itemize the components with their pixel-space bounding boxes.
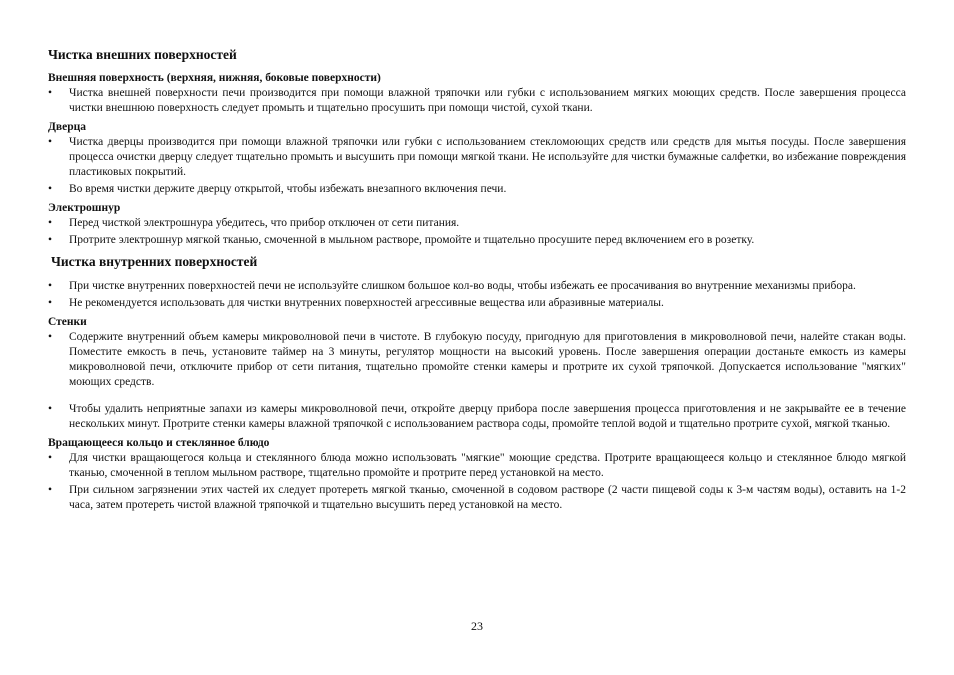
bullet-icon: • — [48, 280, 53, 292]
list-item-text: Не рекомендуется использовать для чистки внутренних поверхностей агрессивные вещества или абразивные материалы. — [69, 297, 664, 309]
section-title-internal: Чистка внутренних поверхностей — [51, 254, 258, 269]
list-item-text: При сильном загрязнении этих частей их следует протереть мягкой тканью, смоченной в содовом растворе (2 части пищевой соды к 3-м частям воды), оставить на 1-2 часа, затем протереть чистой влажной тряпочкой и тщательно высушить перед установкой на место. — [69, 484, 906, 511]
list-item — [48, 279, 906, 294]
list-item-text: Перед чисткой электрошнура убедитесь, что прибор отключен от сети питания. — [69, 217, 460, 229]
bullet-icon: • — [48, 403, 53, 415]
document-page — [48, 47, 906, 515]
list-item — [48, 483, 906, 513]
list-cord — [48, 216, 906, 248]
list-item — [48, 182, 906, 197]
list-item-text: Содержите внутренний объем камеры микроволновой печи в чистоте. В глубокую посуду, пригодную для приготовления в микроволновой печи, налейте стакан воды. Поместите емкость в печь, установите таймер на 3 минуты, регулятор мощности на высокий уровень. После завершения операции достаньте емкость из камеры микроволновой печи, отключите прибор от сети питания, тщательно промойте стенки камеры и протрите их сухой тряпочкой. Допускается использование "мягких" моющих средств. — [69, 331, 906, 388]
list-item-text: Чистка внешней поверхности печи производится при помощи влажной тряпочки или губки с использованием мягких моющих средств. После завершения процесса чистки внешнюю поверхность следует промыть и тщательно просушить при помощи чистой, сухой ткани. — [69, 87, 906, 114]
bullet-icon: • — [48, 136, 53, 148]
heading-walls: Стенки — [48, 316, 87, 328]
list-item — [48, 216, 906, 231]
bullet-icon: • — [48, 234, 53, 246]
list-door — [48, 135, 906, 197]
list-item-text: Протрите электрошнур мягкой тканью, смоченной в мыльном растворе, промойте и тщательно просушите перед включением его в розетку. — [69, 234, 755, 246]
list-item — [48, 86, 906, 116]
section-title-external: Чистка внешних поверхностей — [48, 47, 237, 62]
bullet-icon: • — [48, 183, 53, 195]
bullet-icon: • — [48, 484, 53, 496]
list-item — [48, 402, 906, 432]
bullet-icon: • — [48, 87, 53, 99]
list-item — [48, 451, 906, 481]
list-item-text: Для чистки вращающегося кольца и стеклянного блюда можно использовать "мягкие" моющие средства. Протрите вращающееся кольцо и стеклянное блюдо мягкой тканью, смоченной в теплом мыльном растворе, тщательно промойте и протрите перед установкой на место. — [69, 452, 906, 479]
heading-outer-surface: Внешняя поверхность (верхняя, нижняя, боковые поверхности) — [48, 72, 381, 84]
bullet-icon: • — [48, 297, 53, 309]
list-item — [48, 233, 906, 248]
list-item-text: Во время чистки держите дверцу открытой, чтобы избежать внезапного включения печи. — [69, 183, 507, 195]
list-walls — [48, 330, 906, 432]
list-ring — [48, 451, 906, 513]
bullet-icon: • — [48, 217, 53, 229]
list-item-text: При чистке внутренних поверхностей печи не используйте слишком большое кол-во воды, чтобы избежать ее просачивания во внутренние механизмы прибора. — [69, 280, 856, 292]
list-item-text: Чистка дверцы производится при помощи влажной тряпочки или губки с использованием стекломоющих средств или средств для мытья посуды. После завершения процесса очистки дверцу следует тщательно промыть и высушить при помощи мягкой ткани. Не используйте для чистки бумажные салфетки, во избежание повреждения пластиковых покрытий. — [69, 136, 906, 178]
list-item — [48, 330, 906, 390]
heading-door: Дверца — [48, 121, 86, 133]
heading-ring: Вращающееся кольцо и стеклянное блюдо — [48, 437, 270, 449]
bullet-icon: • — [48, 452, 53, 464]
list-internal — [48, 279, 906, 311]
bullet-icon: • — [48, 331, 53, 343]
heading-cord: Электрошнур — [48, 202, 121, 214]
list-item — [48, 296, 906, 311]
page-number: 23 — [471, 619, 483, 633]
list-outer-surface — [48, 86, 906, 116]
list-item — [48, 135, 906, 180]
list-item-text: Чтобы удалить неприятные запахи из камеры микроволновой печи, откройте дверцу прибора после завершения процесса приготовления и не закрывайте ее в течение нескольких минут. Протрите стенки камеры влажной тряпочкой с использованием раствора соды, промойте теплой водой и тщательно протрите сухой, мягкой тканью. — [69, 403, 906, 430]
